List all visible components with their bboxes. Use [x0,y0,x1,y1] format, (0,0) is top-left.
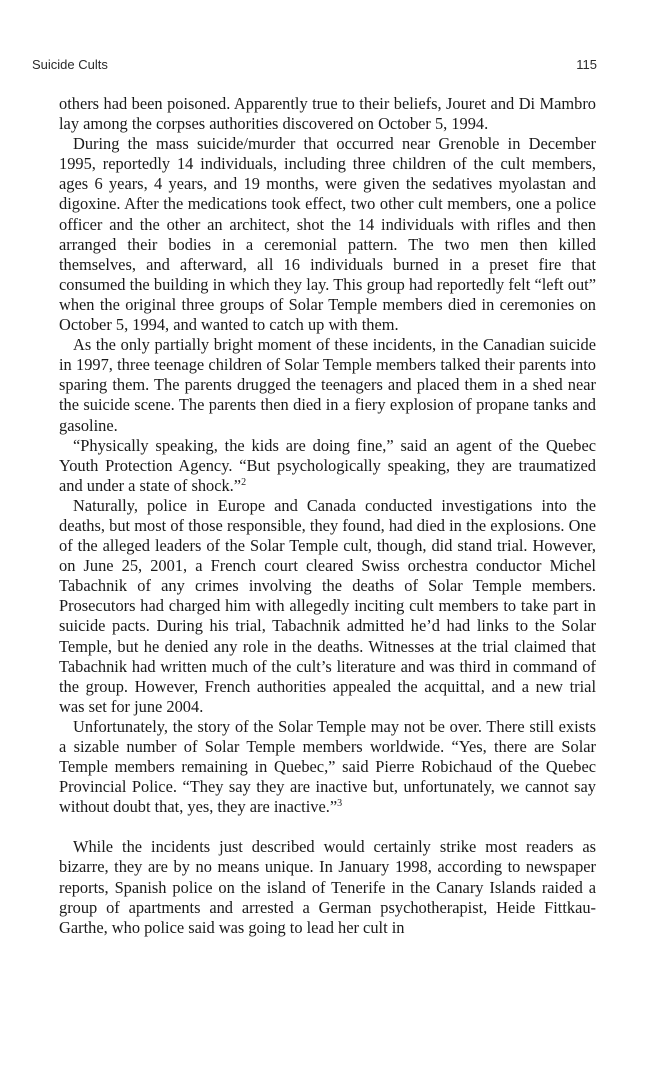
paragraph-investigations: Naturally, police in Europe and Canada conducted investigations into the deaths, but most of those responsible, they found, had died in the explosions. One of the alleged leaders of the Solar Temple cult, though, did stand trial. However, on June 25, 2001, a French court cleared Swiss orchestra conductor Michel Tabachnik of any crimes involving the deaths of Solar Temple members. Prosecutors had charged him with allegedly inciting cult members to take part in suicide pacts. During his trial, Tabachnik admitted he’d had links to the Solar Temple, but he denied any role in the deaths. Witnesses at the trial claimed that Tabachnik had written much of the cult’s literature and was third in command of the group. However, French authorities appealed the acquittal, and a new trial was set for june 2004. [59,495,596,716]
running-title: Suicide Cults [32,57,108,72]
paragraph-canadian-suicide: As the only partially bright moment of these incidents, in the Canadian suicide in 1997, three teenage children of Solar Temple members talked their parents into sparing them. The parents drugged the teenagers and placed them in a shed near the suicide scene. The parents then died in a fiery explosion of propane tanks and gasoline. [59,335,596,435]
footnote-ref: 3 [337,798,343,810]
body-text [59,94,596,938]
paragraph-youth-agency-quote: “Physically speaking, the kids are doing fine,” said an agent of the Quebec Youth Protection Agency. “But psychologically speaking, they are traumatized and under a state of shock.”$^2$ [59,435,596,495]
paragraph-grenoble: During the mass suicide/murder that occurred near Grenoble in December 1995, reportedly 14 individuals, including three children of the cult members, ages 6 years, 4 years, and 19 months, were given the sedatives myolastan and digoxine. After the medications took effect, two other cult members, one a police officer and the other an architect, shot the 14 individuals with rifles and then arranged their bodies in a ceremonial pattern. The two men then killed themselves, and afterward, all 16 individuals burned in a preset fire that consumed the building in which they lay. This group had reportedly felt “left out” when the original three groups of Solar Temple members died in ceremonies on October 5, 1994, and wanted to catch up with them. [59,134,596,335]
paragraph-continued: others had been poisoned. Apparently true to their beliefs, Jouret and Di Mambro lay among the corpses authorities discovered on October 5, 1994. [59,94,596,134]
paragraph-tenerife: While the incidents just described would certainly strike most readers as bizarre, they are by no means unique. In January 1998, according to newspaper reports, Spanish police on the island of Tenerife in the Canary Islands raided a group of apartments and arrested a German psychotherapist, Heide Fittkau-Garthe, who police said was going to lead her cult in [59,837,596,937]
running-header [32,57,597,77]
page-number: 115 [576,57,597,72]
footnote-ref: 2 [241,476,247,488]
paragraph-still-members: Unfortunately, the story of the Solar Temple may not be over. There still exists a sizable number of Solar Temple members worldwide. “Yes, there are Solar Temple members remaining in Quebec,” said Pierre Robichaud of the Quebec Provincial Police. “They say they are inactive but, unfortunately, we cannot say without doubt that, yes, they are inactive.”$^3$ [59,716,596,817]
